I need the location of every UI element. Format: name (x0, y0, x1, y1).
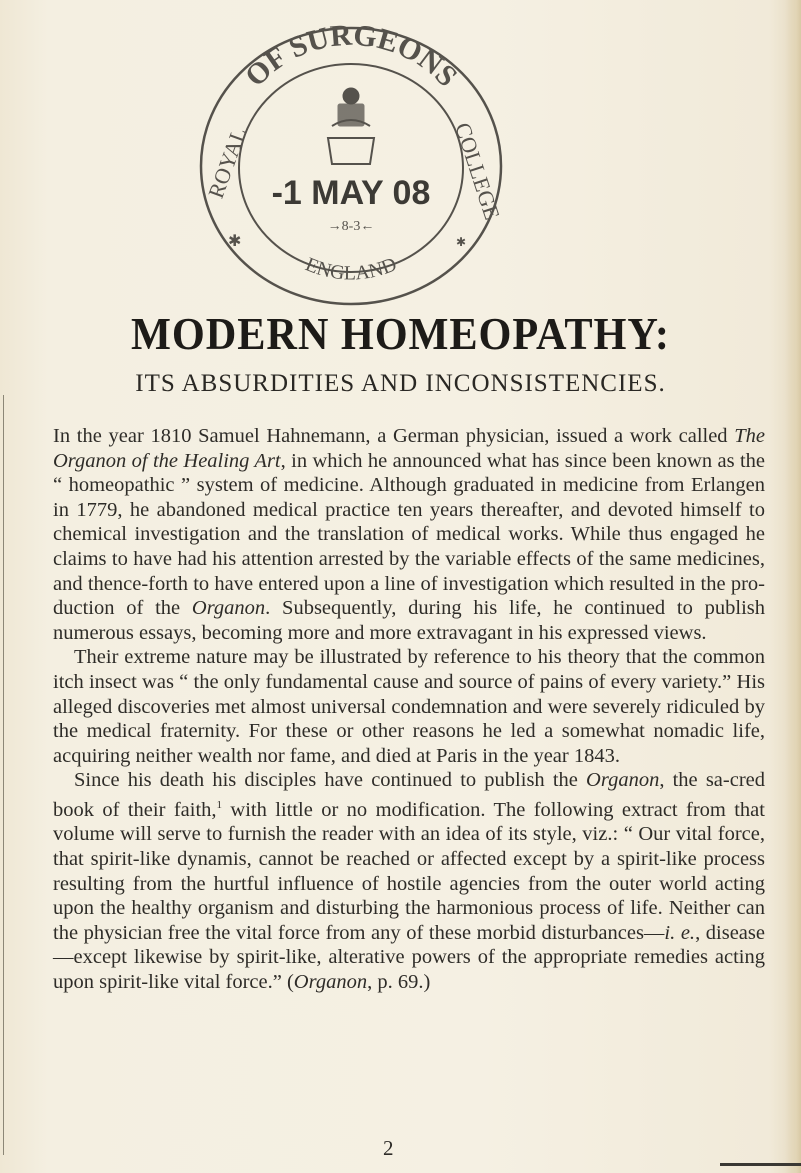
p3-text-a: Since his death his disciples have continued to publish the (74, 769, 587, 792)
svg-text:ENGLAND (302, 253, 399, 284)
ie-italic: i. e. (664, 921, 696, 944)
book-title-italic: The Organon of the Healing Art (53, 425, 765, 472)
stamp-right-text: COLLEGE (450, 119, 506, 223)
svg-text:ROYAL (203, 124, 252, 201)
margin-rule (3, 395, 4, 1155)
paragraph-2: Their extreme nature may be illustrated by reference to his theory that the common itch insect was “ the only fundamental cause and source of pains of every variety.” His alleged discoveries met almost universal condemnation and were severely ridiculed by the medical fraternity. For these or other reasons he led a somewhat nomadic life, acquiring neither wealth nor fame, and died at Paris in the year 1843. (53, 646, 765, 767)
stamp-ornament: →8-3← (327, 219, 375, 234)
page-subtitle: ITS ABSURDITIES AND INCONSISTENCIES. (135, 370, 666, 397)
p3-text-d: with little or no modification. The following extract from that volume will serve to furnish the reader with an idea of its style, viz.: “ Our vital force, that spirit-like dynamis, cannot be reached or affected except by a spirit-like process resulting from the hurtful influence of hostile agencies from the outer world acting upon the healthy organism and disturbing the harmonious process of life. Neither can the physician free the vital force from any of these morbid disturbances— (53, 798, 765, 944)
p3-text-f: , disease—except likewise by spirit-like, alterative powers of the appropriate remedies acting upon spirit-like vital force.” ( (53, 921, 765, 993)
bottom-rule (720, 1163, 801, 1166)
stamp-bottom-text: ENGLAND (302, 253, 400, 285)
stamp-top-text: OF SURGEONS (238, 18, 464, 94)
p1-text-a: In the year 1810 Samuel Hahnemann, a German physician, issued a work called (53, 425, 735, 447)
svg-text:OF SURGEONS (239, 19, 464, 93)
organon-italic: Organon (191, 597, 266, 620)
paragraph-3 (53, 768, 765, 994)
p1-text-e: . Subsequently, during his life, he continued to publish numerous essays, becoming more and more extravagant in his expressed views. (53, 597, 765, 644)
stamp-star-right-icon: ✱ (456, 235, 467, 249)
page-number: 2 (383, 1136, 394, 1160)
p3-text-c: , the sa-cred book of their faith, (53, 769, 765, 821)
stamp-crest-icon (328, 88, 374, 164)
stamp-left-text: ROYAL (202, 124, 252, 202)
p1-text-c: , in which he announced what has since been known as the “ homeopathic ” system of medicine. Although graduated in medicine from Erlangen in 1779, he abandoned medical practice ten years thereafter, and devoted himself to chemical investigation and the translation of medical works. While thus engaged he claims to have had his attention arrested by the variable effects of the same medicines, and thence-forth to have entered upon a line of investigation which resulted in the pro-duction of the (53, 449, 765, 620)
body-text (53, 424, 765, 994)
page-title: MODERN HOMEOPATHY: (131, 308, 670, 359)
paragraph-1 (53, 424, 765, 645)
stamp-date: -1 MAY 08 (271, 174, 431, 212)
page-edge-shadow (785, 0, 801, 1173)
library-stamp (188, 18, 514, 308)
organon-italic: Organon (586, 769, 660, 792)
footnote-marker: 1 (216, 798, 223, 811)
p3-text-h: , p. 69.) (367, 970, 431, 993)
stamp-star-left-icon: ✱ (228, 231, 242, 250)
organon-italic: Organon (293, 970, 368, 993)
